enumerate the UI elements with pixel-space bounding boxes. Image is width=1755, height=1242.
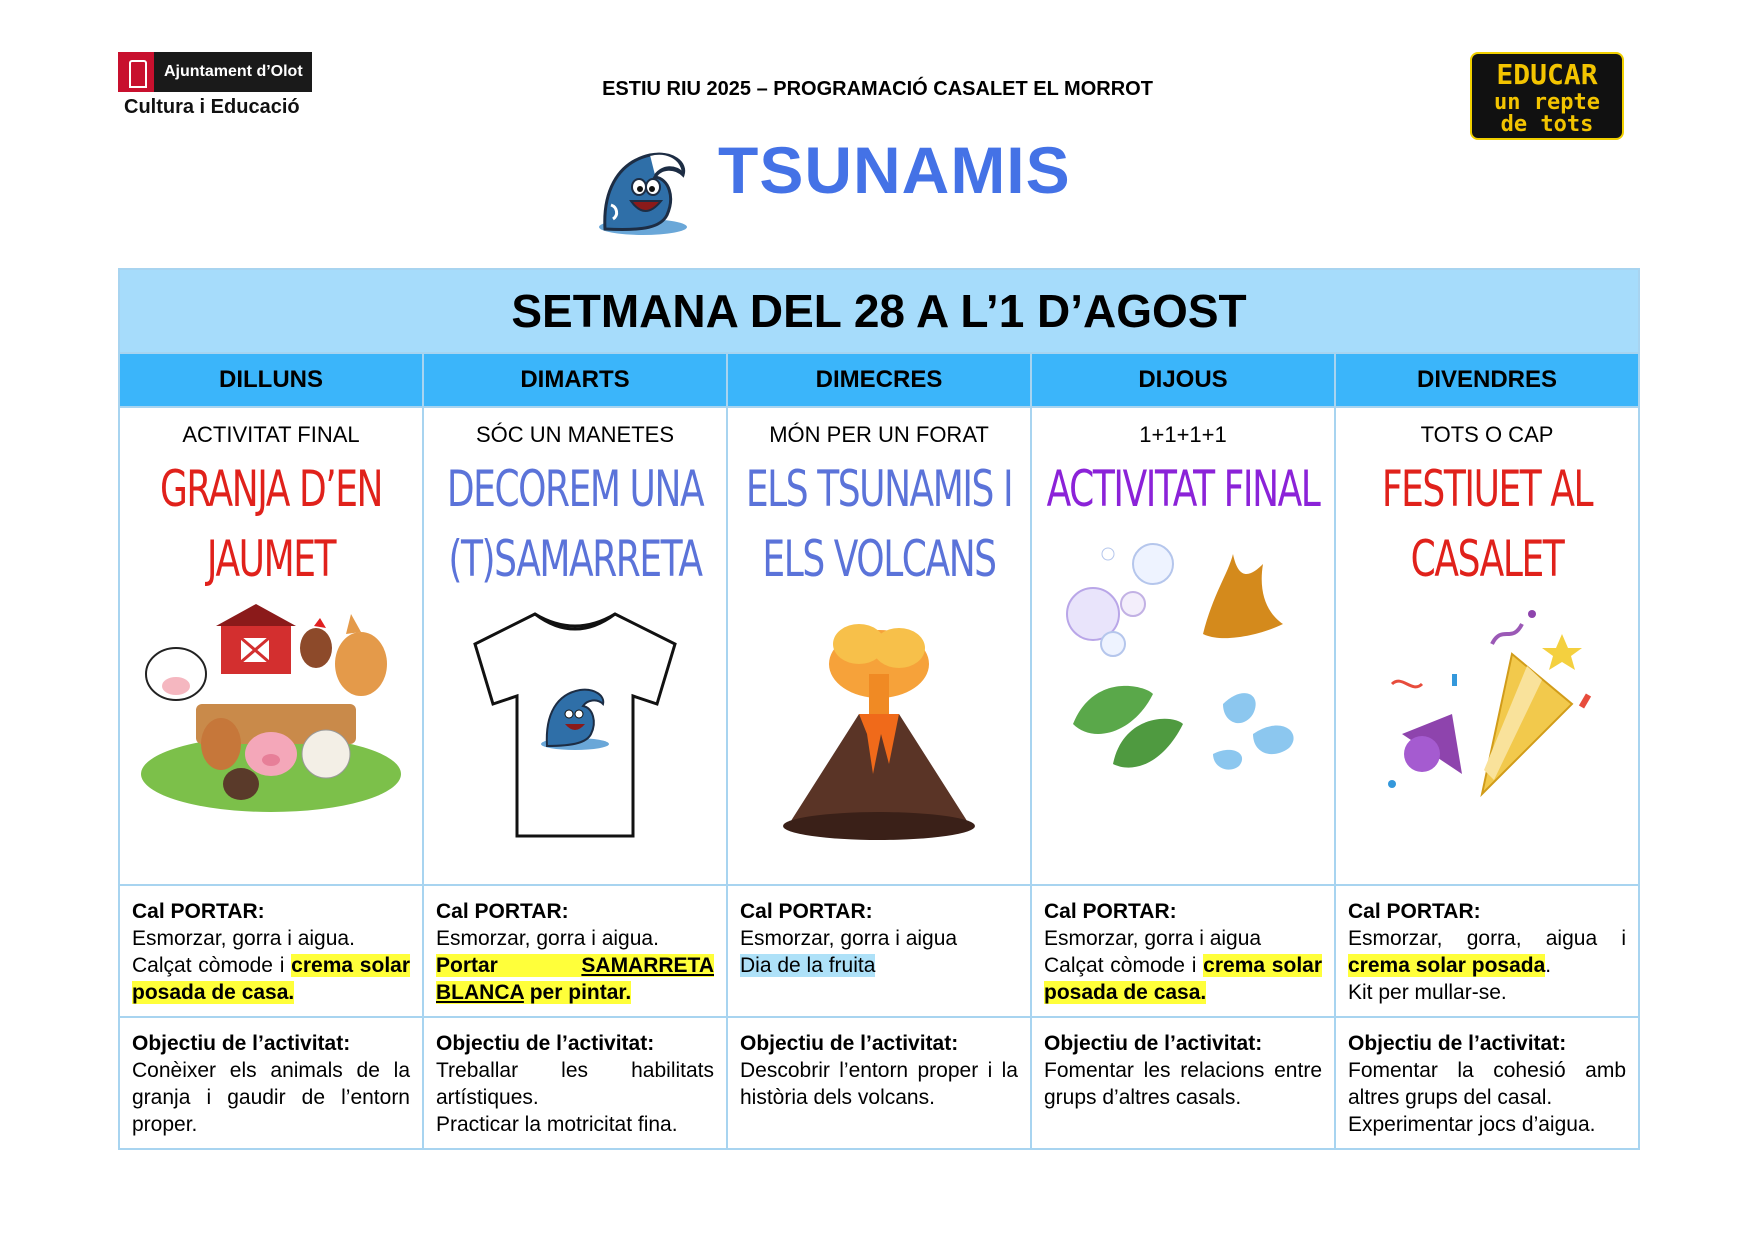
bring-line: Kit per mullar-se. [1348, 981, 1507, 1004]
activity-subtitle: MÓN PER UN FORAT [769, 422, 989, 447]
activity-subtitle: 1+1+1+1 [1139, 422, 1227, 447]
bring-cell-thursday [1031, 885, 1335, 1017]
bring-highlight: crema solar posada de casa. [132, 954, 410, 1004]
activity-cell-thursday [1031, 407, 1335, 885]
bring-cell-friday [1335, 885, 1639, 1017]
tshirt-icon [465, 604, 685, 844]
objective-text: Conèixer els animals de la granja i gaudir de l’entorn proper. [132, 1059, 410, 1136]
bring-cell-tuesday [423, 885, 727, 1017]
activity-title: ACTIVITAT FINAL [1046, 460, 1320, 518]
bring-line: Esmorzar, gorra, aigua i [1348, 927, 1626, 950]
educar-logo-line2: un repte [1494, 90, 1600, 115]
objective-cell-friday [1335, 1017, 1639, 1149]
bring-line: Esmorzar, gorra i aigua. [436, 927, 659, 950]
objective-label: Objectiu de l’activitat: [132, 1032, 351, 1055]
bring-line: Calçat còmode i [132, 954, 292, 977]
program-title: ESTIU RIU 2025 – PROGRAMACIÓ CASALET EL MORROT [602, 78, 1153, 100]
bring-label: Cal PORTAR: [132, 900, 265, 923]
bring-highlight-underlined: SAMARRETA BLANCA [436, 954, 714, 1004]
objective-text: Treballar les habilitats artístiques. [436, 1059, 714, 1109]
activity-title: GRANJA D’EN JAUMET [159, 460, 383, 588]
bring-highlight: per pintar. [523, 981, 632, 1004]
bring-label: Cal PORTAR: [1044, 900, 1177, 923]
week-title: SETMANA DEL 28 A L’1 D’AGOST [119, 269, 1639, 353]
party-popper-icon [1362, 604, 1612, 814]
volcano-icon [769, 604, 989, 844]
bring-highlight: crema solar posada de casa. [1044, 954, 1322, 1004]
day-header-wednesday: DIMECRES [727, 353, 1031, 407]
objective-cell-monday [119, 1017, 423, 1149]
bring-cell-wednesday [727, 885, 1031, 1017]
educar-logo [1470, 52, 1624, 140]
logo-text-cultura: Cultura i Educació [124, 96, 300, 118]
day-header-tuesday: DIMARTS [423, 353, 727, 407]
educar-logo-line1: EDUCAR [1496, 58, 1598, 91]
activity-title: ELS TSUNAMIS I ELS VOLCANS [745, 460, 1013, 588]
bring-line-end: . [1545, 954, 1552, 977]
logo-text-ajuntament: Ajuntament d’Olot [154, 52, 312, 92]
day-header-friday: DIVENDRES [1335, 353, 1639, 407]
activity-subtitle: SÓC UN MANETES [475, 422, 675, 447]
objective-text: Fomentar la cohesió amb altres grups del casal. [1348, 1059, 1626, 1109]
activity-subtitle: ACTIVITAT FINAL [182, 422, 360, 447]
objective-cell-wednesday [727, 1017, 1031, 1149]
objective-text: Experimentar jocs d’aigua. [1348, 1113, 1596, 1136]
bubbles-paint-leaves-water-icon [1053, 534, 1313, 784]
objective-label: Objectiu de l’activitat: [740, 1032, 959, 1055]
activity-cell-tuesday [423, 407, 727, 885]
fruit-day-highlight: Dia de la fruita [740, 954, 876, 977]
bring-line: Esmorzar, gorra i aigua [1044, 927, 1262, 950]
objective-text: Practicar la motricitat fina. [436, 1113, 678, 1136]
group-name-title: TSUNAMIS [718, 133, 1071, 207]
activity-subtitle: TOTS O CAP [1420, 422, 1554, 447]
bring-line: Esmorzar, gorra i aigua. [132, 927, 355, 950]
activity-cell-wednesday [727, 407, 1031, 885]
day-header-monday: DILLUNS [119, 353, 423, 407]
objective-label: Objectiu de l’activitat: [436, 1032, 655, 1055]
objective-cell-tuesday [423, 1017, 727, 1149]
tsunami-wave-icon [595, 145, 691, 237]
objective-label: Objectiu de l’activitat: [1044, 1032, 1263, 1055]
bring-label: Cal PORTAR: [1348, 900, 1481, 923]
farm-animals-icon [136, 604, 406, 814]
objective-cell-thursday [1031, 1017, 1335, 1149]
day-header-thursday: DIJOUS [1031, 353, 1335, 407]
activity-title: FESTIUET AL CASALET [1381, 460, 1593, 588]
bring-label: Cal PORTAR: [740, 900, 873, 923]
bring-label: Cal PORTAR: [436, 900, 569, 923]
objective-text: Fomentar les relacions entre grups d’altres casals. [1044, 1059, 1322, 1109]
objective-text: Descobrir l’entorn proper i la història dels volcans. [740, 1059, 1018, 1109]
bring-line: Esmorzar, gorra i aigua [740, 927, 958, 950]
bring-highlight: crema solar posada [1348, 954, 1546, 977]
educar-logo-line3: de tots [1500, 112, 1594, 137]
activity-title: DECOREM UNA (T)SAMARRETA [446, 460, 704, 588]
objective-label: Objectiu de l’activitat: [1348, 1032, 1567, 1055]
activity-cell-friday [1335, 407, 1639, 885]
bring-line: Calçat còmode i [1044, 954, 1204, 977]
bring-cell-monday [119, 885, 423, 1017]
activity-cell-monday [119, 407, 423, 885]
bring-highlight: Portar [436, 954, 582, 977]
weekly-schedule-table [118, 268, 1640, 1150]
